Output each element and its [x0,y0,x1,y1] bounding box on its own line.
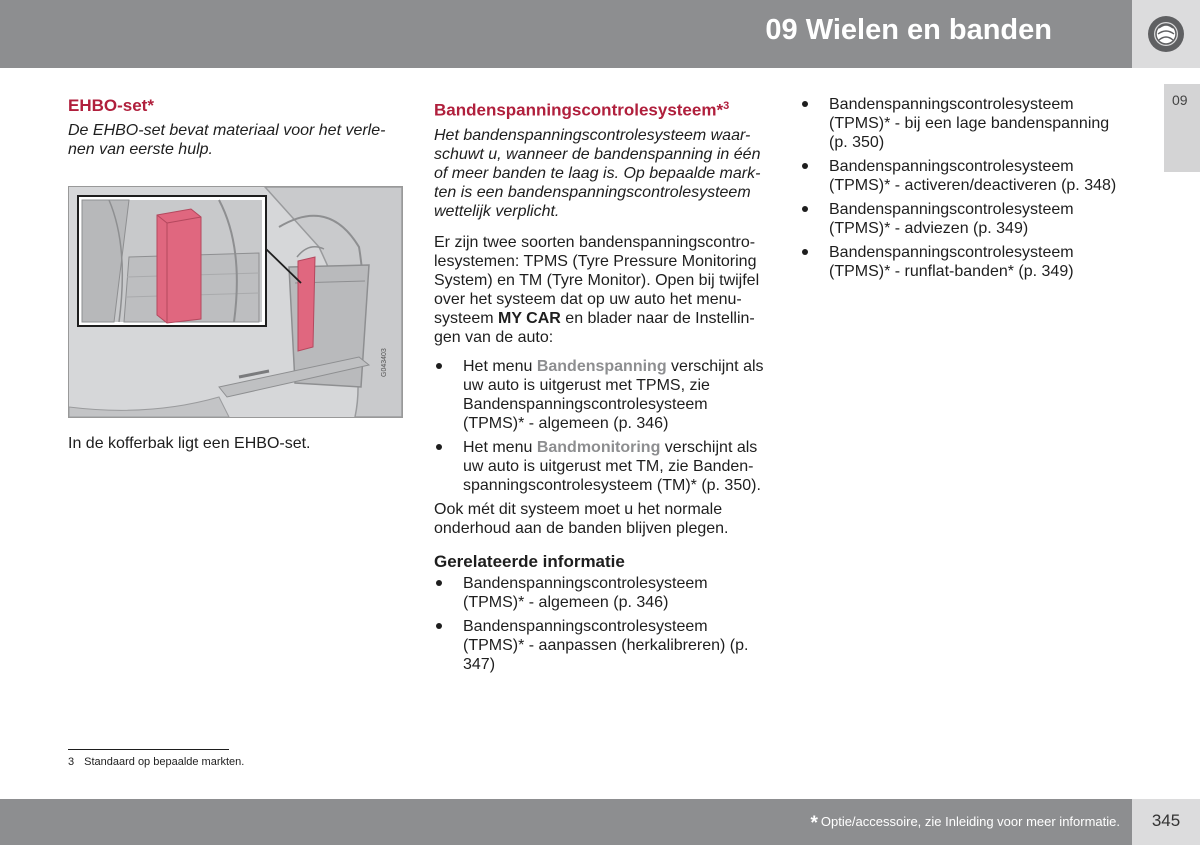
tpms-paragraph-1 [434,233,766,347]
image-code: G043403 [381,348,388,377]
left-column [68,95,403,453]
tpms-p1-text-b: en blader naar de Instellin-gen van de auto: [434,309,755,346]
page-number: 345 [1151,811,1181,830]
right-column [800,95,1130,286]
menu-name-tyre-monitor: Bandmonitoring [536,438,661,456]
related-link[interactable]: Bandenspanningscontrolesysteem (TPMS)* - activeren/deactiveren (p. 348) [800,157,1130,195]
tpms-intro: Het bandenspanningscontrolesysteem waar-schuwt u, wanneer de bandenspanning in één of meer banden te laag is. Op bepaalde mark-ten is een bandenspanningscontrolesysteem wettelijk verplicht. [434,126,761,220]
list-item [434,357,766,433]
list-item-text: Het menu [463,357,537,375]
first-aid-heading: EHBO-set* [68,96,154,115]
tpms-heading-text: Bandenspanningscontrolesysteem* [434,100,724,120]
related-link[interactable]: Bandenspanningscontrolesysteem (TPMS)* - aanpassen (herkalibreren) (p. 347) [434,617,766,674]
first-aid-intro: De EHBO-set bevat materiaal voor het verle-nen van eerste hulp. [68,122,386,158]
footnote [68,756,244,768]
footer-note [810,813,1120,835]
related-info-heading: Gerelateerde informatie [434,551,625,571]
chapter-title: 09 Wielen en banden [765,14,1052,46]
chapter-side-tab [1164,84,1200,172]
trunk-drawing [69,187,402,417]
tyre-icon [1132,0,1200,68]
middle-column [434,95,766,679]
list-item-text: verschijnt als uw auto is uitgerust met TPMS, zie Bandenspanningscontrolesysteem (TPMS)* - algemeen (p. 346) [463,357,764,432]
tpms-menu-list [434,357,766,495]
trunk-illustration [68,186,403,418]
header-icon-box [1132,0,1200,68]
footnote-divider [68,749,229,750]
footer-note-text: Optie/accessoire, zie Inleiding voor meer informatie. [820,814,1120,829]
tpms-paragraph-2: Ook mét dit systeem moet u het normale onderhoud aan de banden blijven plegen. [434,500,729,537]
related-link[interactable]: Bandenspanningscontrolesysteem (TPMS)* - bij een lage bandenspanning (p. 350) [800,95,1130,152]
footer-bar [0,799,1132,845]
list-item-text: verschijnt als uw auto is uitgerust met TM, zie Banden-spanningscontrolesysteem (TM)* (p. 350). [463,438,761,494]
related-info-list-continued [800,95,1130,281]
my-car-menu-ref: MY CAR [498,309,561,327]
related-link[interactable]: Bandenspanningscontrolesysteem (TPMS)* - adviezen (p. 349) [800,200,1130,238]
list-item-text: Het menu [463,438,537,456]
tpms-heading [434,95,766,122]
list-item [434,438,766,495]
footer-star: * [810,813,818,834]
figure-caption: In de kofferbak ligt een EHBO-set. [68,435,311,452]
related-link[interactable]: Bandenspanningscontrolesysteem (TPMS)* - algemeen (p. 346) [434,574,766,612]
side-tab-label: 09 [1172,92,1188,108]
tpms-p1-text-a: Er zijn twee soorten bandenspanningscontro-lesystemen: TPMS (Tyre Pressure Monitoring System) en TM (Tyre Monitor). Open bij twijfel over het systeem dat op uw auto het menu-systeem [434,233,760,327]
header-bar [0,0,1132,68]
menu-name-tyre-pressure: Bandenspanning [536,357,667,375]
footnote-number: 3 [68,756,75,768]
footnote-text: Standaard op bepaalde markten. [84,756,245,768]
related-link[interactable]: Bandenspanningscontrolesysteem (TPMS)* - runflat-banden* (p. 349) [800,243,1130,281]
tpms-heading-footnote-ref: 3 [723,100,730,112]
related-info-list [434,574,766,674]
page-number-box [1132,799,1200,845]
